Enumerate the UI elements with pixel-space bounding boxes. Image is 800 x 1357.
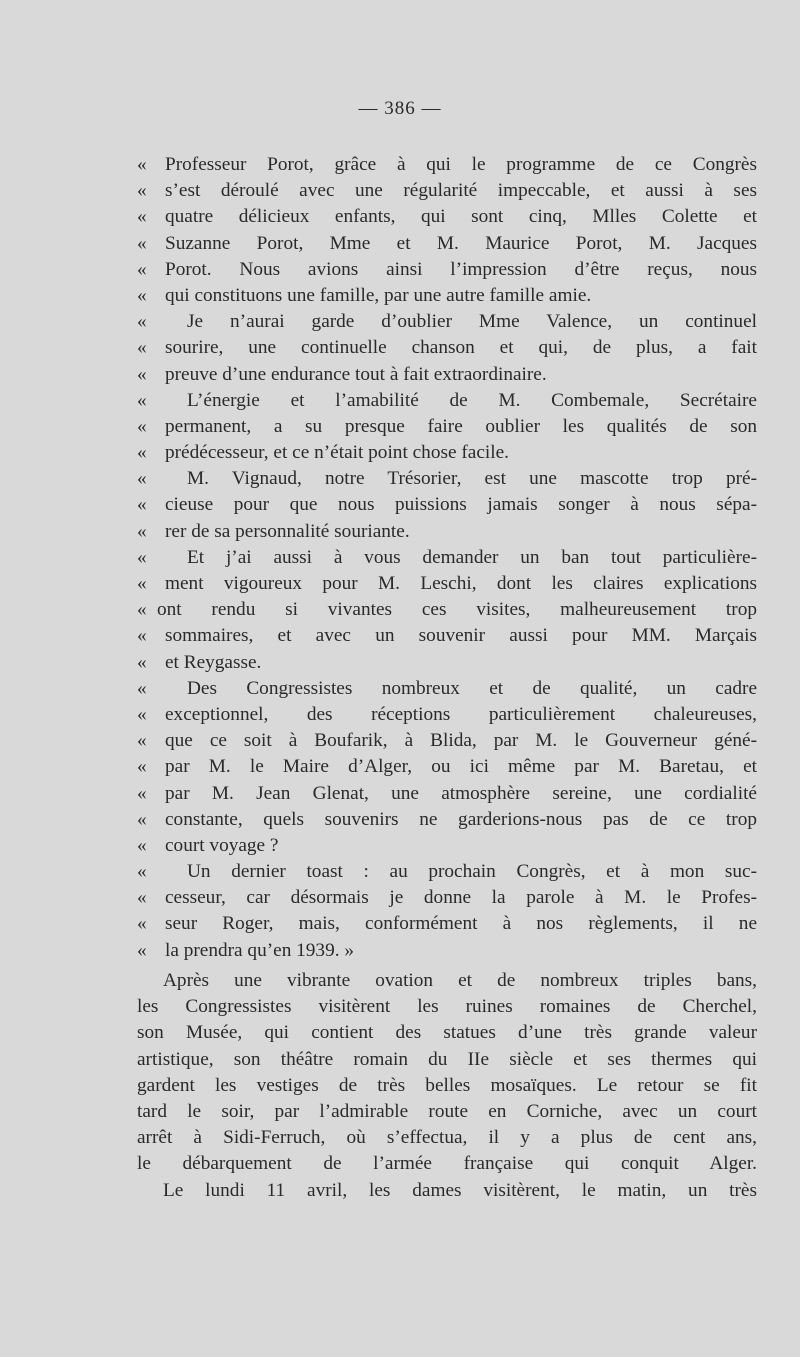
quote-line xyxy=(137,885,757,911)
quote-line xyxy=(137,754,757,780)
quote-mark: « xyxy=(137,808,147,830)
prose-line: son Musée, qui contient des statues d’une très grande valeur xyxy=(137,1022,757,1044)
quote-line-text: seur Roger, mais, conformément à nos règlements, il ne xyxy=(165,913,757,935)
quote-line xyxy=(137,833,757,859)
quote-line-text: sommaires, et avec un souvenir aussi pour MM. Marçais xyxy=(165,625,757,647)
quote-line xyxy=(137,466,757,492)
quote-mark: « xyxy=(137,154,147,175)
quote-line-text: que ce soit à Boufarik, à Blida, par M. le Gouverneur géné- xyxy=(165,730,757,752)
narrative-paragraph xyxy=(137,968,757,1204)
quote-line xyxy=(137,362,757,388)
quote-line xyxy=(137,545,757,571)
quote-line-text: ment vigoureux pour M. Leschi, dont les claires explications xyxy=(165,573,757,594)
quote-line xyxy=(137,650,757,676)
quote-line-text: prédécesseur, et ce n’était point chose facile. xyxy=(165,442,509,464)
quote-line xyxy=(137,702,757,728)
quote-mark: « xyxy=(137,599,147,621)
prose-line: artistique, son théâtre romain du IIe siècle et ses thermes qui xyxy=(137,1048,757,1070)
quote-line-text: M. Vignaud, notre Trésorier, est une mascotte trop pré- xyxy=(187,468,757,490)
quote-line-text: Professeur Porot, grâce à qui le programme de ce Congrès xyxy=(165,154,757,175)
quote-mark: « xyxy=(137,677,147,699)
prose-line: tard le soir, par l’admirable route en Corniche, avec un court xyxy=(137,1100,757,1122)
quote-line xyxy=(137,204,757,230)
quote-line xyxy=(137,283,757,309)
quote-line-text: et Reygasse. xyxy=(165,651,262,673)
quote-line xyxy=(137,807,757,833)
quoted-speech xyxy=(137,152,757,964)
quote-line-text: sourire, une continuelle chanson et qui, de plus, a fait xyxy=(165,337,757,359)
quote-mark: « xyxy=(137,258,147,280)
quote-mark: « xyxy=(137,232,147,254)
quote-line-text: permanent, a su presque faire oublier les qualités de son xyxy=(165,415,757,437)
quote-line xyxy=(137,938,757,964)
quote-line xyxy=(137,728,757,754)
quote-line xyxy=(137,623,757,649)
page-number: — 386 — xyxy=(358,98,442,119)
quote-line-text: preuve d’une endurance tout à fait extraordinaire. xyxy=(165,363,547,385)
quote-line-text: par M. Jean Glenat, une atmosphère sereine, une cordialité xyxy=(165,782,757,804)
quote-mark: « xyxy=(137,625,147,647)
quote-line xyxy=(137,571,757,597)
prose-line: arrêt à Sidi-Ferruch, où s’effectua, il y a plus de cent ans, xyxy=(137,1127,757,1149)
quote-line-text: la prendra qu’en 1939. » xyxy=(165,939,354,961)
quote-line-text: qui constituons une famille, par une autre famille amie. xyxy=(165,284,592,306)
quote-mark: « xyxy=(137,573,147,594)
quote-mark: « xyxy=(137,415,147,437)
quote-mark: « xyxy=(137,861,147,883)
quote-line xyxy=(137,178,757,204)
quote-line xyxy=(137,231,757,257)
quote-line xyxy=(137,492,757,518)
quote-line xyxy=(137,414,757,440)
quote-line xyxy=(137,309,757,335)
prose-line: gardent les vestiges de très belles mosaïques. Le retour se fit xyxy=(137,1074,757,1096)
quote-line xyxy=(137,676,757,702)
quote-line xyxy=(137,257,757,283)
quote-line-text: Suzanne Porot, Mme et M. Maurice Porot, M. Jacques xyxy=(165,232,757,254)
quote-line-text: par M. le Maire d’Alger, ou ici même par M. Baretau, et xyxy=(165,756,757,778)
quote-mark: « xyxy=(137,730,147,752)
quote-line-text: L’énergie et l’amabilité de M. Combemale, Secrétaire xyxy=(187,389,757,411)
quote-line-text: Et j’ai aussi à vous demander un ban tout particulière- xyxy=(187,546,757,568)
quote-mark: « xyxy=(137,311,147,333)
quote-line-text: constante, quels souvenirs ne garderions-nous pas de ce trop xyxy=(165,808,757,830)
quote-line-text: Des Congressistes nombreux et de qualité, un cadre xyxy=(187,677,757,699)
quote-mark: « xyxy=(137,939,147,961)
quote-line-text: cesseur, car désormais je donne la parole à M. le Profes- xyxy=(165,887,757,909)
quote-mark: « xyxy=(137,651,147,673)
quote-line-text: exceptionnel, des réceptions particulièrement chaleureuses, xyxy=(165,703,757,725)
quote-line-text: Un dernier toast : au prochain Congrès, et à mon suc- xyxy=(187,861,757,883)
quote-mark: « xyxy=(137,389,147,411)
quote-mark: « xyxy=(137,206,147,228)
quote-line-text: Porot. Nous avions ainsi l’impression d’être reçus, nous xyxy=(165,258,757,280)
quote-line-text: court voyage ? xyxy=(165,834,279,856)
quote-mark: « xyxy=(137,337,147,359)
prose-line: le débarquement de l’armée française qui conquit Alger. xyxy=(137,1153,757,1175)
quote-mark: « xyxy=(137,756,147,778)
quote-mark: « xyxy=(137,363,147,385)
prose-line: les Congressistes visitèrent les ruines romaines de Cherchel, xyxy=(137,996,757,1018)
quote-mark: « xyxy=(137,284,147,306)
quote-line xyxy=(137,597,757,623)
quote-line xyxy=(137,335,757,361)
quote-line-text: s’est déroulé avec une régularité impeccable, et aussi à ses xyxy=(165,180,757,202)
quote-mark: « xyxy=(137,703,147,725)
quote-line-text: Je n’aurai garde d’oublier Mme Valence, un continuel xyxy=(187,311,757,333)
prose-line: Après une vibrante ovation et de nombreux triples bans, xyxy=(163,970,757,991)
quote-mark: « xyxy=(137,782,147,804)
quote-line xyxy=(137,388,757,414)
prose-line: Le lundi 11 avril, les dames visitèrent, le matin, un très xyxy=(163,1179,757,1201)
quote-line-text: quatre délicieux enfants, qui sont cinq, Mlles Colette et xyxy=(165,206,757,228)
quote-line-text: ont rendu si vivantes ces visites, malheureusement trop xyxy=(157,599,757,621)
quote-line xyxy=(137,911,757,937)
quote-line-text: cieuse pour que nous puissions jamais songer à nous sépa- xyxy=(165,494,757,516)
quote-line-text: rer de sa personnalité souriante. xyxy=(165,520,410,542)
quote-line xyxy=(137,519,757,545)
quote-line xyxy=(137,440,757,466)
quote-line xyxy=(137,152,757,178)
quote-mark: « xyxy=(137,180,147,202)
quote-mark: « xyxy=(137,913,147,935)
quote-mark: « xyxy=(137,468,147,490)
quote-mark: « xyxy=(137,520,147,542)
quote-mark: « xyxy=(137,834,147,856)
quote-line xyxy=(137,781,757,807)
quote-mark: « xyxy=(137,887,147,909)
quote-line xyxy=(137,859,757,885)
quote-mark: « xyxy=(137,494,147,516)
quote-mark: « xyxy=(137,546,147,568)
quote-mark: « xyxy=(137,442,147,464)
